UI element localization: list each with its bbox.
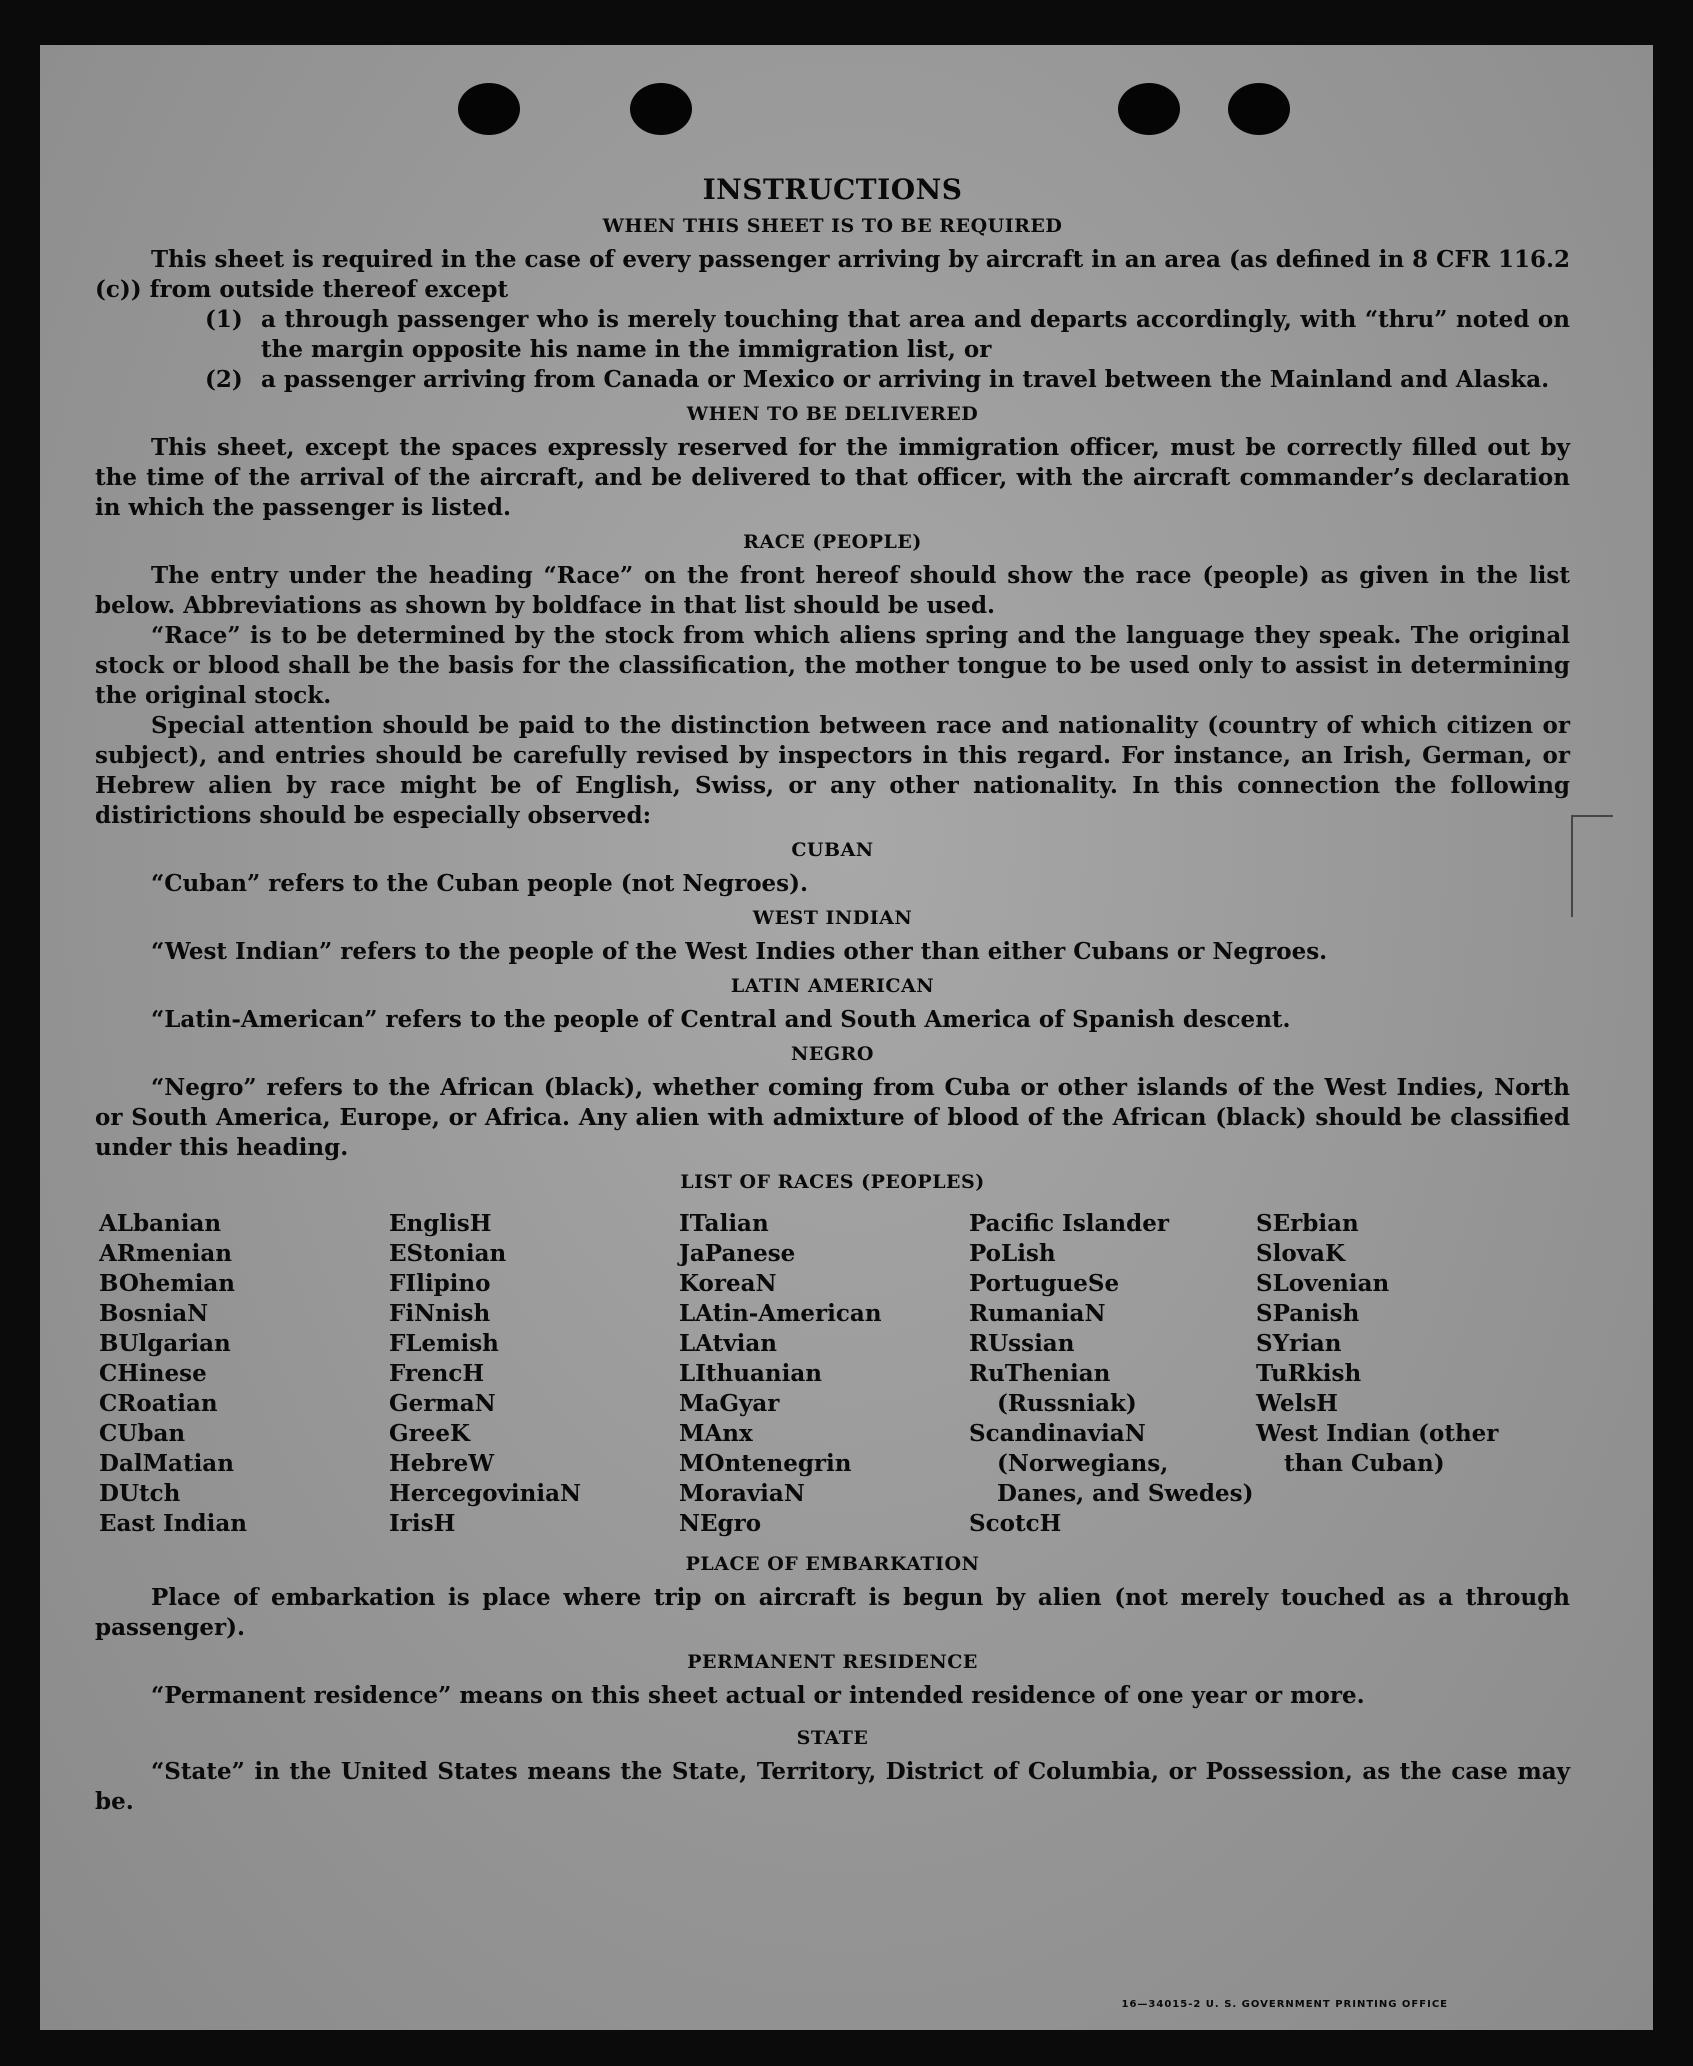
punch-hole bbox=[1118, 83, 1180, 135]
section-heading-residence: PERMANENT RESIDENCE bbox=[687, 1651, 978, 1673]
race-entry: ARmenian bbox=[99, 1240, 233, 1267]
race-column bbox=[99, 1209, 389, 1539]
exception-item bbox=[95, 365, 1570, 395]
race-entry: MAnx bbox=[679, 1420, 753, 1447]
section-heading-list-of-races: LIST OF RACES (PEOPLES) bbox=[680, 1171, 985, 1193]
race-entry: East Indian bbox=[99, 1510, 247, 1537]
when-required-intro: This sheet is required in the case of every passenger arriving by aircraft in an area (as defined in 8 CFR 116.2 (c)) from outside thereof except bbox=[95, 246, 1570, 303]
race-entry: CUban bbox=[99, 1420, 186, 1447]
race-entry: SYrian bbox=[1256, 1330, 1342, 1357]
exception-number: (1) bbox=[205, 306, 243, 333]
race-column bbox=[1256, 1209, 1546, 1539]
race-entry: TuRkish bbox=[1256, 1360, 1362, 1387]
race-entry: BUlgarian bbox=[99, 1330, 231, 1357]
race-entry: ALbanian bbox=[99, 1210, 222, 1237]
race-entry: BOhemian bbox=[99, 1270, 235, 1297]
race-entry: MaGyar bbox=[679, 1390, 780, 1417]
race-paragraph-2: “Race” is to be determined by the stock from which aliens spring and the language they speak. The original stock or blood shall be the basis for the classification, the mother tongue to be used only to assist in determining the original stock. bbox=[95, 622, 1570, 709]
race-entry: FrencH bbox=[389, 1360, 485, 1387]
race-entry: FIlipino bbox=[389, 1270, 491, 1297]
race-entry: ScotcH bbox=[969, 1510, 1062, 1537]
section-heading-cuban: CUBAN bbox=[791, 839, 874, 861]
race-entry: FLemish bbox=[389, 1330, 499, 1357]
race-entry: GermaN bbox=[389, 1390, 496, 1417]
state-text: “State” in the United States means the State, Territory, District of Columbia, or Possession, as the case may be. bbox=[95, 1758, 1570, 1815]
document-sheet bbox=[40, 45, 1653, 2030]
printing-office-code: 16—34015-2 U. S. GOVERNMENT PRINTING OFFICE bbox=[1121, 1999, 1448, 2010]
race-entry: LIthuanian bbox=[679, 1360, 822, 1387]
race-column bbox=[389, 1209, 679, 1539]
race-entry: SErbian bbox=[1256, 1210, 1359, 1237]
race-list bbox=[99, 1209, 1570, 1539]
race-entry: GreeK bbox=[389, 1420, 471, 1447]
section-heading-latin-american: LATIN AMERICAN bbox=[730, 975, 935, 997]
race-entry: RUssian bbox=[969, 1330, 1075, 1357]
race-entry: PoLish bbox=[969, 1240, 1056, 1267]
section-heading-when-delivered: WHEN TO BE DELIVERED bbox=[686, 403, 979, 425]
race-entry: HebreW bbox=[389, 1450, 495, 1477]
latin-american-text: “Latin-American” refers to the people of Central and South America of Spanish descent. bbox=[151, 1006, 1291, 1033]
race-entry: LAtvian bbox=[679, 1330, 777, 1357]
race-entry: MOntenegrin bbox=[679, 1450, 852, 1477]
punch-hole bbox=[630, 83, 692, 135]
cuban-text: “Cuban” refers to the Cuban people (not Negroes). bbox=[151, 870, 809, 897]
section-heading-state: STATE bbox=[796, 1727, 869, 1749]
race-entry: FiNnish bbox=[389, 1300, 491, 1327]
race-entry: WelsH bbox=[1256, 1390, 1339, 1417]
when-delivered-text: This sheet, except the spaces expressly reserved for the immigration officer, must be correctly filled out by the time of the arrival of the aircraft, and be delivered to that officer, with the aircraft commander’s declaration in which the passenger is listed. bbox=[95, 434, 1570, 521]
west-indian-text: “West Indian” refers to the people of the West Indies other than either Cubans or Negroes. bbox=[151, 938, 1328, 965]
exception-text: a through passenger who is merely touching that area and departs accordingly, with “thru” noted on the margin opposite his name in the immigration list, or bbox=[261, 306, 1570, 363]
section-heading-west-indian: WEST INDIAN bbox=[752, 907, 913, 929]
section-heading-race: RACE (PEOPLE) bbox=[743, 531, 922, 553]
race-entry: LAtin-American bbox=[679, 1300, 882, 1327]
race-entry: EStonian bbox=[389, 1240, 507, 1267]
exception-number: (2) bbox=[205, 366, 243, 393]
race-entry: MoraviaN bbox=[679, 1480, 805, 1507]
race-paragraph-3: Special attention should be paid to the distinction between race and nationality (country of which citizen or subject), and entries should be carefully revised by inspectors in this regard. For instance, an Irish, German, or Hebrew alien by race might be of English, Swiss, or any other nationality. In this connection the following distirictions should be especially observed: bbox=[95, 712, 1570, 829]
race-entry: DalMatian bbox=[99, 1450, 234, 1477]
race-column bbox=[679, 1209, 969, 1539]
margin-mark bbox=[1571, 815, 1613, 917]
race-entry: SPanish bbox=[1256, 1300, 1360, 1327]
residence-text: “Permanent residence” means on this sheet actual or intended residence of one year or more. bbox=[151, 1682, 1365, 1709]
race-entry: DUtch bbox=[99, 1480, 181, 1507]
exception-text: a passenger arriving from Canada or Mexico or arriving in travel between the Mainland and Alaska. bbox=[261, 366, 1550, 393]
race-entry: HercegoviniaN bbox=[389, 1480, 582, 1507]
race-entry: CHinese bbox=[99, 1360, 207, 1387]
punch-hole bbox=[1228, 83, 1290, 135]
section-heading-embarkation: PLACE OF EMBARKATION bbox=[685, 1553, 980, 1575]
race-entry: SlovaK bbox=[1256, 1240, 1345, 1267]
race-entry: Pacific Islander bbox=[969, 1210, 1169, 1237]
exception-item bbox=[95, 305, 1570, 365]
race-entry: ITalian bbox=[679, 1210, 769, 1237]
punch-hole bbox=[458, 83, 520, 135]
race-entry: NEgro bbox=[679, 1510, 762, 1537]
instructions-content bbox=[95, 175, 1570, 1817]
section-heading-when-required: WHEN THIS SHEET IS TO BE REQUIRED bbox=[602, 215, 1063, 237]
embarkation-text: Place of embarkation is place where trip on aircraft is begun by alien (not merely touched as a through passenger). bbox=[95, 1584, 1570, 1641]
race-entry: IrisH bbox=[389, 1510, 456, 1537]
race-entry: ScandinaviaN (Norwegians, Danes, and Swedes) bbox=[969, 1420, 1254, 1507]
race-entry: CRoatian bbox=[99, 1390, 218, 1417]
race-entry: PortugueSe bbox=[969, 1270, 1120, 1297]
race-entry: BosniaN bbox=[99, 1300, 209, 1327]
race-entry: SLovenian bbox=[1256, 1270, 1390, 1297]
race-entry: RumaniaN bbox=[969, 1300, 1106, 1327]
negro-text: “Negro” refers to the African (black), whether coming from Cuba or other islands of the West Indies, North or South America, Europe, or Africa. Any alien with admixture of blood of the African (black) should be classified under this heading. bbox=[95, 1074, 1570, 1161]
section-heading-negro: NEGRO bbox=[791, 1043, 874, 1065]
race-paragraph-1: The entry under the heading “Race” on the front hereof should show the race (people) as given in the list below. Abbreviations as shown by boldface in that list should be used. bbox=[95, 562, 1570, 619]
race-entry: JaPanese bbox=[679, 1240, 796, 1267]
race-entry: RuThenian (Russniak) bbox=[969, 1360, 1137, 1417]
page-title: INSTRUCTIONS bbox=[702, 173, 963, 206]
race-entry: EnglisH bbox=[389, 1210, 492, 1237]
race-column bbox=[969, 1209, 1256, 1539]
race-entry: KoreaN bbox=[679, 1270, 777, 1297]
race-entry: West Indian (other than Cuban) bbox=[1256, 1420, 1499, 1477]
